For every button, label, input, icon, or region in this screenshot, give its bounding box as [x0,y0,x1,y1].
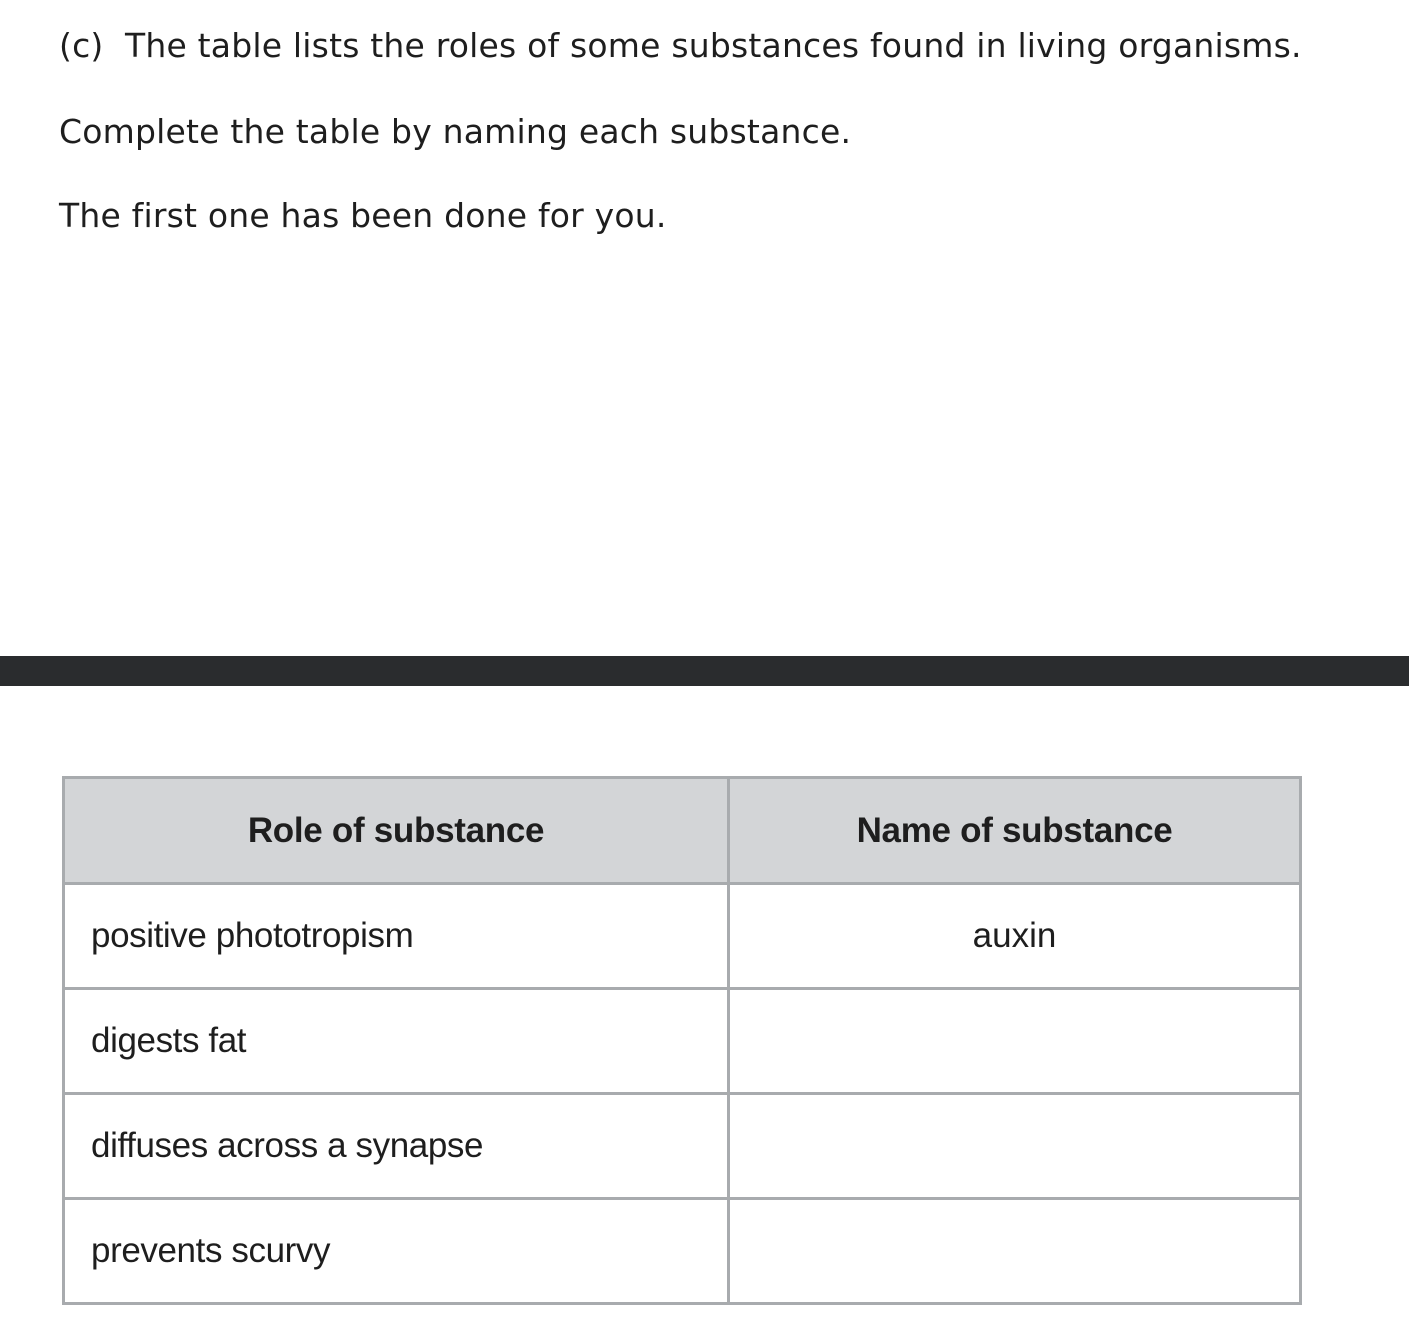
question-label: (c) [59,26,104,65]
name-cell: auxin [729,884,1301,989]
section-divider-bar [0,656,1409,686]
table-row [64,1094,1301,1199]
question-example-note: The first one has been done for you. [59,196,667,235]
table-row [64,884,1301,989]
role-cell: prevents scurvy [64,1199,729,1304]
question-intro-text: The table lists the roles of some substances found in living organisms. [125,26,1302,65]
role-cell: digests fat [64,989,729,1094]
table-row [64,1199,1301,1304]
header-name-of-substance: Name of substance [729,778,1301,884]
header-role-of-substance: Role of substance [64,778,729,884]
role-cell: positive phototropism [64,884,729,989]
question-instruction: Complete the table by naming each substance. [59,112,852,151]
table-row [64,989,1301,1094]
name-answer-cell[interactable] [729,989,1301,1094]
role-cell: diffuses across a synapse [64,1094,729,1199]
name-answer-cell[interactable] [729,1199,1301,1304]
substances-table-container [62,776,1302,1305]
question-intro [59,26,1302,66]
substances-table [62,776,1302,1305]
table-header-row [64,778,1301,884]
name-answer-cell[interactable] [729,1094,1301,1199]
